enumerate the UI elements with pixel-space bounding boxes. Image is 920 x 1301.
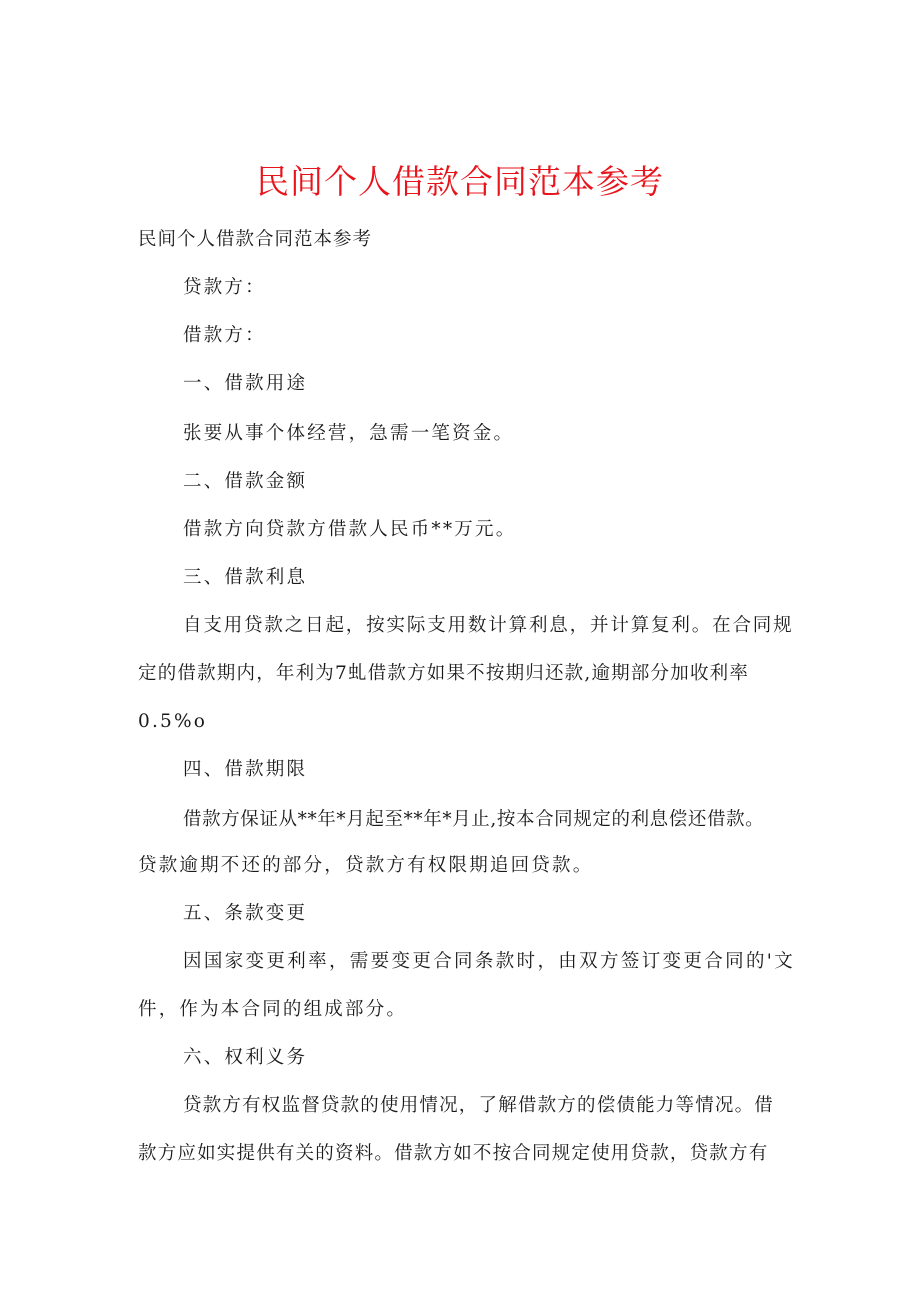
- section-heading-term: 四、借款期限: [183, 759, 308, 780]
- section-text-interest-line-2: 定的借款期内，年利为7虬借款方如果不按期归还款,逾期部分加收利率: [138, 663, 750, 684]
- section-heading-interest: 三、借款利息: [183, 567, 308, 588]
- section-text-rights-line-2: 款方应如实提供有关的资料。借款方如不按合同规定使用贷款，贷款方有: [138, 1143, 769, 1164]
- section-text-rights-line-1: 贷款方有权监督贷款的使用情况，了解借款方的偿债能力等情况。借: [183, 1095, 775, 1116]
- section-text-purpose: 张要从事个体经营，急需一笔资金。: [183, 423, 515, 444]
- section-text-amount: 借款方向贷款方借款人民币**万元。: [183, 519, 517, 540]
- section-text-term-line-1: 借款方保证从**年*月起至**年*月止,按本合同规定的利息偿还借款。: [183, 809, 765, 830]
- document-title: 民间个人借款合同范本参考: [256, 162, 664, 201]
- section-text-interest-line-3: 0.5%o: [138, 711, 208, 732]
- lender-label: 贷款方：: [183, 277, 266, 298]
- section-text-term-line-2: 贷款逾期不还的部分，贷款方有权限期追回贷款。: [138, 855, 594, 876]
- section-heading-amount: 二、借款金额: [183, 471, 308, 492]
- section-text-changes-line-2: 件，作为本合同的组成部分。: [138, 999, 408, 1020]
- section-text-interest-line-1: 自支用贷款之日起，按实际支用数计算利息，并计算复利。在合同规: [183, 615, 794, 636]
- section-heading-rights: 六、权利义务: [183, 1047, 308, 1068]
- document-subtitle: 民间个人借款合同范本参考: [138, 229, 373, 250]
- borrower-label: 借款方：: [183, 325, 266, 346]
- section-text-changes-line-1: 因国家变更利率，需要变更合同条款时，由双方签订变更合同的'文: [183, 951, 796, 972]
- section-heading-changes: 五、条款变更: [183, 903, 308, 924]
- section-heading-purpose: 一、借款用途: [183, 373, 308, 394]
